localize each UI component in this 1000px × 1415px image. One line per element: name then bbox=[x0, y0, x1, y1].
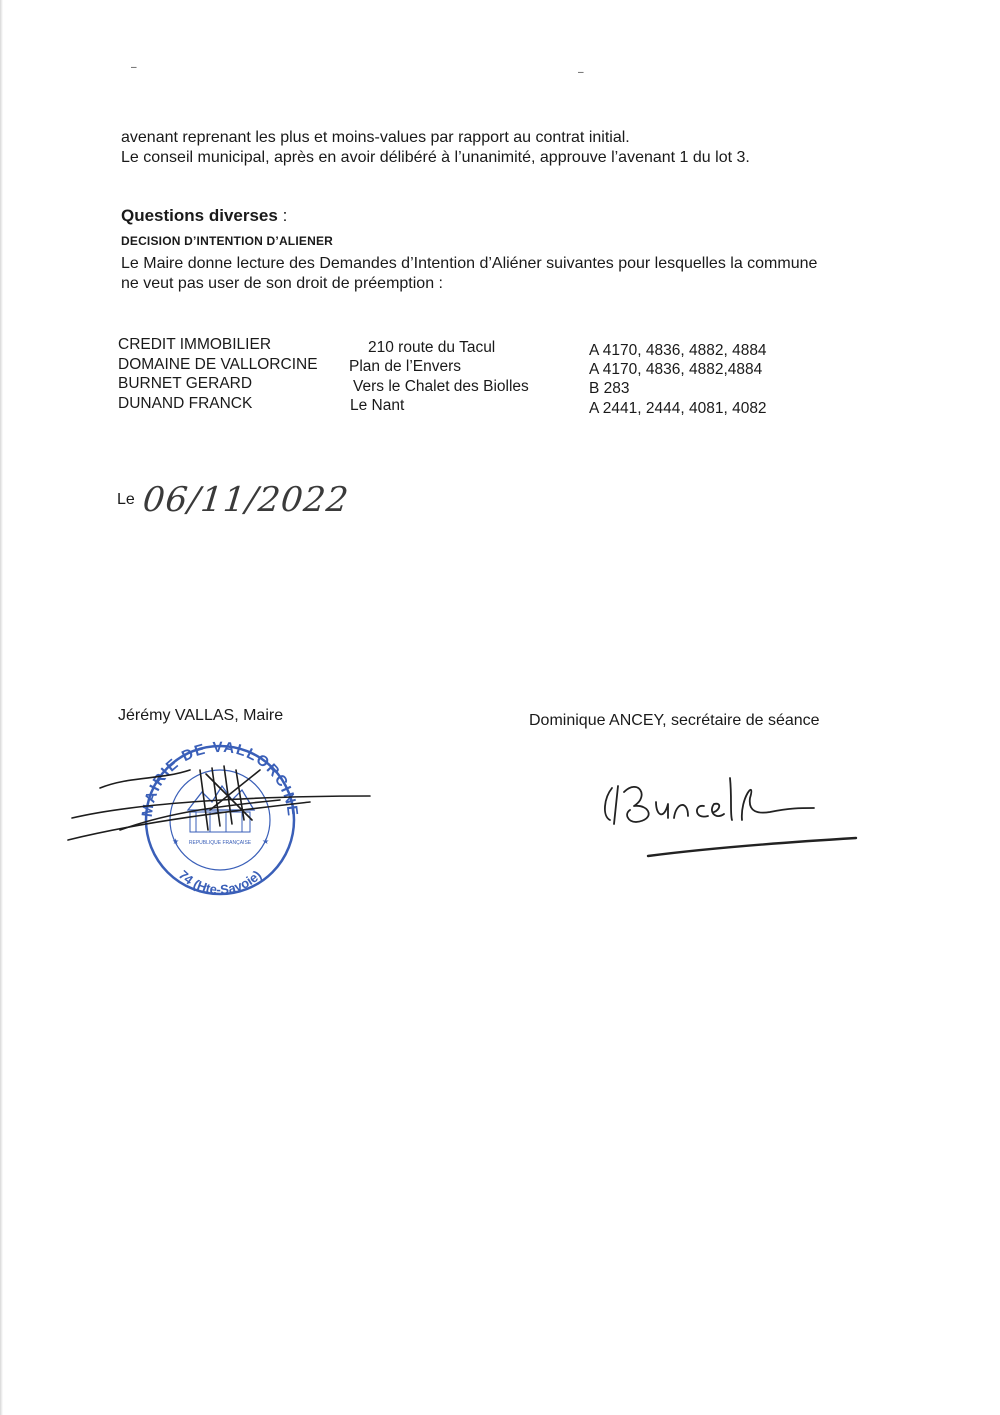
owner-name: BURNET GERARD bbox=[118, 375, 253, 392]
stamp-seal bbox=[139, 740, 301, 897]
property-address: Plan de l’Envers bbox=[349, 358, 462, 375]
intro-line-1: Le Maire donne lecture des Demandes d’Intention d’Aliéner suivantes pour lesquelles la commune bbox=[121, 255, 818, 272]
secretary-signature-label: Dominique ANCEY, secrétaire de séance bbox=[529, 712, 820, 729]
body-line-2: Le conseil municipal, après en avoir délibéré à l’unanimité, approuve l’avenant 1 du lot 3. bbox=[121, 149, 750, 166]
mayor-signature bbox=[68, 766, 370, 840]
stamp-bottom-text: 74 (Hte-Savoie) bbox=[175, 867, 265, 898]
intro-line-2: ne veut pas user de son droit de préemption : bbox=[121, 275, 443, 292]
date-label: Le bbox=[117, 491, 135, 508]
stamp-top-text: MAIRIE DE VALLORCINE bbox=[138, 740, 302, 819]
section-heading bbox=[121, 206, 287, 226]
scan-edge bbox=[0, 0, 3, 1415]
body-line-1: avenant reprenant les plus et moins-values par rapport au contrat initial. bbox=[121, 129, 630, 146]
section-heading-text: Questions diverses bbox=[121, 206, 278, 225]
property-address: Le Nant bbox=[350, 397, 405, 414]
scan-mark: ‒ bbox=[131, 62, 137, 73]
cadastral-parcels: B 283 bbox=[589, 380, 630, 397]
cadastral-parcels: A 2441, 2444, 4081, 4082 bbox=[589, 400, 767, 417]
star-icon: ★ bbox=[172, 837, 180, 846]
secretary-signature bbox=[590, 768, 860, 863]
owner-name: DOMAINE DE VALLORCINE bbox=[118, 356, 318, 373]
mayor-signature-label: Jérémy VALLAS, Maire bbox=[118, 707, 284, 724]
subsection-heading: DECISION D’INTENTION D’ALIENER bbox=[121, 234, 334, 248]
property-address: 210 route du Tacul bbox=[368, 339, 496, 356]
star-icon: ★ bbox=[262, 837, 270, 846]
scan-mark: ‒ bbox=[578, 67, 584, 78]
stamp-center-text: REPUBLIQUE FRANÇAISE bbox=[188, 840, 252, 846]
official-stamp bbox=[60, 740, 380, 900]
cadastral-parcels: A 4170, 4836, 4882,4884 bbox=[589, 361, 763, 378]
property-address: Vers le Chalet des Biolles bbox=[353, 378, 529, 395]
owner-name: CREDIT IMMOBILIER bbox=[118, 336, 272, 353]
cadastral-parcels: A 4170, 4836, 4882, 4884 bbox=[589, 342, 767, 359]
owner-name: DUNAND FRANCK bbox=[118, 395, 253, 412]
handwritten-date: 06/11/2022 bbox=[140, 480, 352, 520]
section-heading-colon: : bbox=[282, 206, 288, 225]
